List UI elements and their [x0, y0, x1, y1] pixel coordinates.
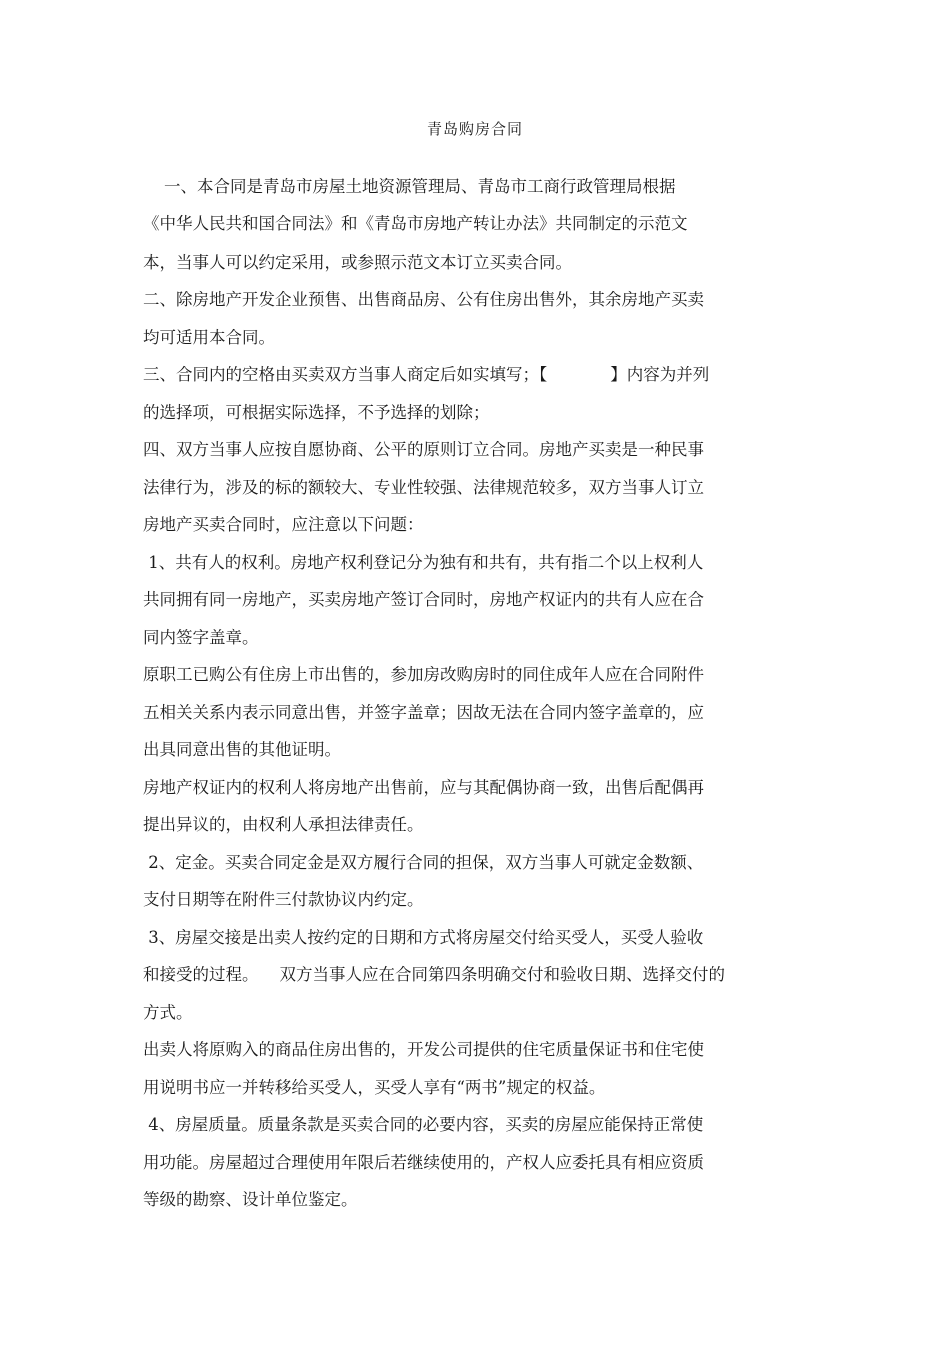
body-line: 1、共有人的权利。房地产权利登记分为独有和共有，共有指二个以上权利人: [143, 553, 704, 572]
body-line: 用说明书应一并转移给买受人，买受人享有“两书”规定的权益。: [143, 1078, 606, 1097]
body-line: 四、双方当事人应按自愿协商、公平的原则订立合同。房地产买卖是一种民事: [143, 440, 704, 459]
body-line: 方式。: [143, 1003, 193, 1022]
body-line: 出具同意出售的其他证明。: [143, 740, 341, 759]
body-line: 三、合同内的空格由买卖双方当事人商定后如实填写；【 】内容为并列: [143, 365, 710, 384]
body-line: 《中华人民共和国合同法》和《青岛市房地产转让办法》共同制定的示范文: [143, 214, 688, 233]
body-line: 房地产权证内的权利人将房地产出售前，应与其配偶协商一致，出售后配偶再: [143, 778, 704, 797]
body-line: 原职工已购公有住房上市出售的，参加房改购房时的同住成年人应在合同附件: [143, 665, 704, 684]
body-line: 二、除房地产开发企业预售、出售商品房、公有住房出售外，其余房地产买卖: [143, 290, 704, 309]
body-line: 等级的勘察、设计单位鉴定。: [143, 1190, 358, 1209]
body-line: 房地产买卖合同时，应注意以下问题：: [143, 515, 424, 534]
body-line: 出卖人将原购入的商品住房出售的，开发公司提供的住宅质量保证书和住宅使: [143, 1040, 704, 1059]
document-title: 青岛购房合同: [426, 120, 523, 138]
body-line: 同内签字盖章。: [143, 628, 259, 647]
body-line: 一、本合同是青岛市房屋土地资源管理局、青岛市工商行政管理局根据: [143, 177, 676, 196]
body-line: 提出异议的，由权利人承担法律责任。: [143, 815, 424, 834]
body-line: 和接受的过程。 双方当事人应在合同第四条明确交付和验收日期、选择交付的: [143, 965, 725, 984]
body-line: 支付日期等在附件三付款协议内约定。: [143, 890, 424, 909]
body-line: 2、定金。买卖合同定金是双方履行合同的担保，双方当事人可就定金数额、: [143, 853, 704, 872]
body-line: 均可适用本合同。: [143, 328, 275, 347]
body-line: 4、房屋质量。质量条款是买卖合同的必要内容，买卖的房屋应能保持正常使: [143, 1115, 704, 1134]
body-line: 共同拥有同一房地产，买卖房地产签订合同时，房地产权证内的共有人应在合: [143, 590, 704, 609]
body-line: 本，当事人可以约定采用，或参照示范文本订立买卖合同。: [143, 253, 572, 272]
body-line: 法律行为，涉及的标的额较大、专业性较强、法律规范较多，双方当事人订立: [143, 478, 704, 497]
body-line: 五相关关系内表示同意出售，并签字盖章；因故无法在合同内签字盖章的，应: [143, 703, 704, 722]
body-line: 3、房屋交接是出卖人按约定的日期和方式将房屋交付给买受人，买受人验收: [143, 928, 704, 947]
body-line: 用功能。房屋超过合理使用年限后若继续使用的，产权人应委托具有相应资质: [143, 1153, 704, 1172]
body-line: 的选择项，可根据实际选择，不予选择的划除；: [143, 403, 490, 422]
